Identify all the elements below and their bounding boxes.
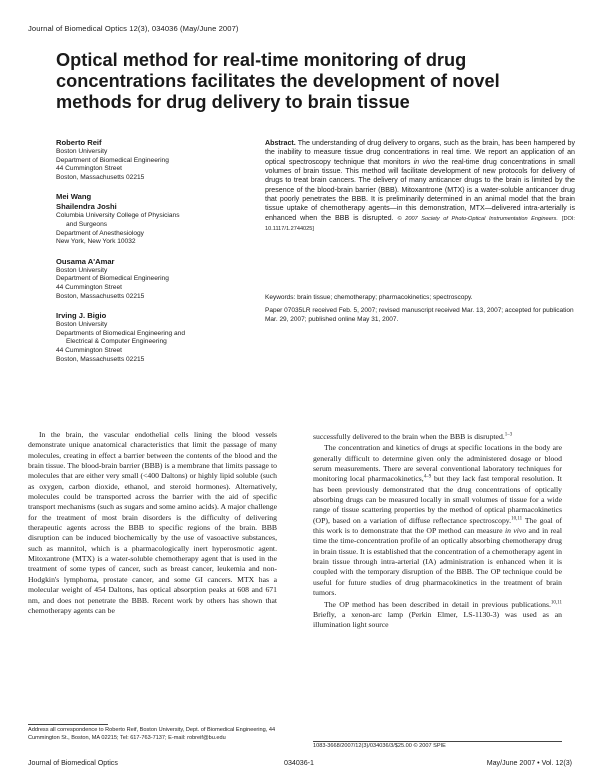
footnote-divider — [28, 724, 108, 725]
affiliation-line: 44 Cummington Street — [56, 346, 122, 354]
body-paragraph — [313, 600, 562, 631]
affiliation-line: Department of Anesthesiology — [56, 229, 144, 237]
abstract-text-italic: in vivo — [413, 157, 436, 166]
body-paragraph — [313, 432, 562, 442]
author-block — [56, 257, 256, 301]
body-text: Briefly, a xenon-arc lamp (Perkin Elmer, LS-1130-3) was used as an illumination light source — [313, 609, 562, 630]
affiliation-line: Departments of Biomedical Engineering and — [56, 329, 186, 337]
body-text: The OP method has been described in detail in previous publications. — [324, 599, 551, 609]
journal-header: Journal of Biomedical Optics 12(3), 034036 (May/June 2007) — [28, 24, 239, 33]
body-text: successfully delivered to the brain when the BBB is disrupted. — [313, 432, 505, 441]
affiliation-line: Boston University — [56, 148, 108, 155]
citation: 10,11 — [511, 516, 523, 522]
body-column-left — [28, 430, 277, 616]
author-name: Roberto Reif — [56, 138, 102, 147]
affiliation-line: and Surgeons — [66, 220, 108, 228]
affiliation-line: Department of Biomedical Engineering — [56, 275, 169, 283]
affiliation-line: Department of Biomedical Engineering — [56, 156, 169, 164]
affiliation-line: New York, New York 10032 — [56, 238, 136, 246]
article-title: Optical method for real-time monitoring of drug concentrations facilitates the development of novel methods for drug delivery to brain tissue — [56, 50, 500, 112]
correspondence-footnote: Address all correspondence to Roberto Reif, Boston University, Dept. of Biomedical Engineering, 44 Cummington St., Boston, MA 02215; Tel: 617-763-7137; E-mail: robreif@bu.edu — [28, 727, 276, 741]
footer-issue: May/June 2007 • Vol. 12(3) — [486, 759, 572, 767]
author-block — [56, 192, 256, 246]
author-block — [56, 311, 256, 364]
copyright-notice: © 2007 Society of Photo-Optical Instrumentation Engineers. — [397, 215, 558, 222]
citation: 4–9 — [423, 474, 432, 480]
body-paragraph: In the brain, the vascular endothelial cells lining the blood vessels demonstrate unique anatomical characteristics that limit the passage of many molecules, creating in effect a barrier between the contents of the blood and the brain tissue. The blood-brain barrier (BBB) is a membrane that limits passage to molecules that are either very small (<400 Daltons) or highly lipid soluble (such as oxygen, carbon dioxide, ethanol, and steroid hormones). Alternatively, molecules could be transported across the barrier with the aid of specific transport mechanisms (such as sugars and some amino acids). A major challenge for the treatment of most brain disorders is the difficulty of delivering therapeutic agents across the BBB to specific regions of the brain. BBB disruption can be induced biochemically by the use of vasoactive substances, such as mannitol, which is a pharmacologically inert hyperosmotic agent. Mitoxantrone (MTX) is a water-soluble chemotherapy agent that is used in the treatment of some types of cancer, such as breast cancer, leukemia and non-Hodgkin's lymphoma, prostate cancer, and some GI cancers. MTX has a molecular weight of 454 Daltons, has optical absorption peaks at 608 and 671 nm, and does not penetrate the BBB. Recent work by others has shown that chemotherapy agents can be — [28, 430, 277, 615]
affiliation-line: Boston, Massachusetts 02215 — [56, 173, 145, 181]
paper-history: Paper 07035LR received Feb. 5, 2007; revised manuscript received Mar. 13, 2007; accepted for publication Mar. 29, 2007; published online May 31, 2007. — [265, 307, 574, 323]
doi: [DOI: 10.1117/1.2744025] — [265, 215, 575, 233]
body-text: The goal of this work is to demonstrate that the OP method can measure — [313, 515, 563, 536]
author-block — [56, 138, 256, 182]
affiliation-line: 44 Cummington Street — [56, 165, 122, 173]
body-text: but they lack fast temporal resolution. It has been previously demonstrated that the drug concentrations of optically absorbing drugs can be measured locally in small volumes of tissue for a wide range of tissue scattering properties by the method of optical pharmacokinetics (OP), based on a variation of diffuse reflectance spectroscopy. — [313, 474, 562, 525]
issn-divider — [313, 741, 562, 742]
abstract-label: Abstract. — [265, 139, 296, 147]
citation: 10,11 — [550, 599, 562, 605]
footer-page-number: 034036-1 — [284, 759, 314, 767]
author-name: Mei Wang — [56, 192, 92, 202]
body-column-right — [313, 432, 562, 631]
affiliation-line: Boston, Massachusetts 02215 — [56, 292, 145, 300]
affiliation-line: 44 Cummington Street — [56, 283, 122, 291]
affiliation-line: Boston University — [56, 266, 108, 274]
author-name: Irving J. Bigio — [56, 311, 107, 321]
body-text: and in real time the time-concentration profile of an optically absorbing chemotherapy drug in brain tissue. It is established that the concentration of a chemotherapy agent in brain tissue through intra-arterial (IA) administration is enhanced when it is coupled with the temporary disruption of the BBB. The OP technique could be useful for future studies of drug pharmacokinetics in the treatment of brain tumors. — [313, 526, 562, 598]
abstract-text: the real-time drug concentrations in small volumes of brain tissue. This method will facilitate development of new protocols for delivery of drugs to treat brain cancers. The delivery of many anticancer drugs to the brain is limited by the presence of the blood-brain barrier (BBB). Mitoxantrone (MTX) is a water-soluble anticancer drug that poorly penetrates the BBB. It is preliminarily determined in an animal model that the brain tissue uptake of chemotherapy agents—in this demonstration, MTX—delivered intra-arterially is enhanced when the BBB is disrupted. — [265, 157, 575, 222]
citation: 1–3 — [504, 432, 513, 438]
affiliation-line: Electrical & Computer Engineering — [66, 338, 167, 346]
affiliation-line: Boston University — [56, 321, 108, 329]
author-list — [56, 138, 256, 374]
abstract-text: The understanding of drug delivery to organs, such as the brain, has been hampered by the inability to measure tissue drug concentrations in real time. We report an application of an optical spectroscopy technique that monitors — [265, 139, 576, 166]
affiliation-line: Boston, Massachusetts 02215 — [56, 355, 145, 363]
issn-line: 1083-3668/2007/12(3)/034036/3/$25.00 © 2007 SPIE — [313, 743, 446, 749]
abstract — [265, 139, 575, 234]
footer-journal: Journal of Biomedical Optics — [28, 759, 118, 767]
body-text: The concentration and kinetics of drugs at specific locations in the body are generally difficult to determine given only the administered dosage or blood serum measurements. There are several conventional laboratory techniques for monitoring local pharmacokinetics, — [313, 443, 562, 484]
author-name: Shailendra Joshi — [56, 202, 117, 212]
keywords: Keywords: brain tissue; chemotherapy; pharmacokinetics; spectroscopy. — [265, 294, 473, 301]
author-name: Ousama A'Amar — [56, 256, 115, 266]
affiliation-line: Columbia University College of Physicians — [56, 212, 180, 220]
body-paragraph — [313, 443, 562, 598]
body-text-italic: in vivo — [504, 526, 527, 536]
